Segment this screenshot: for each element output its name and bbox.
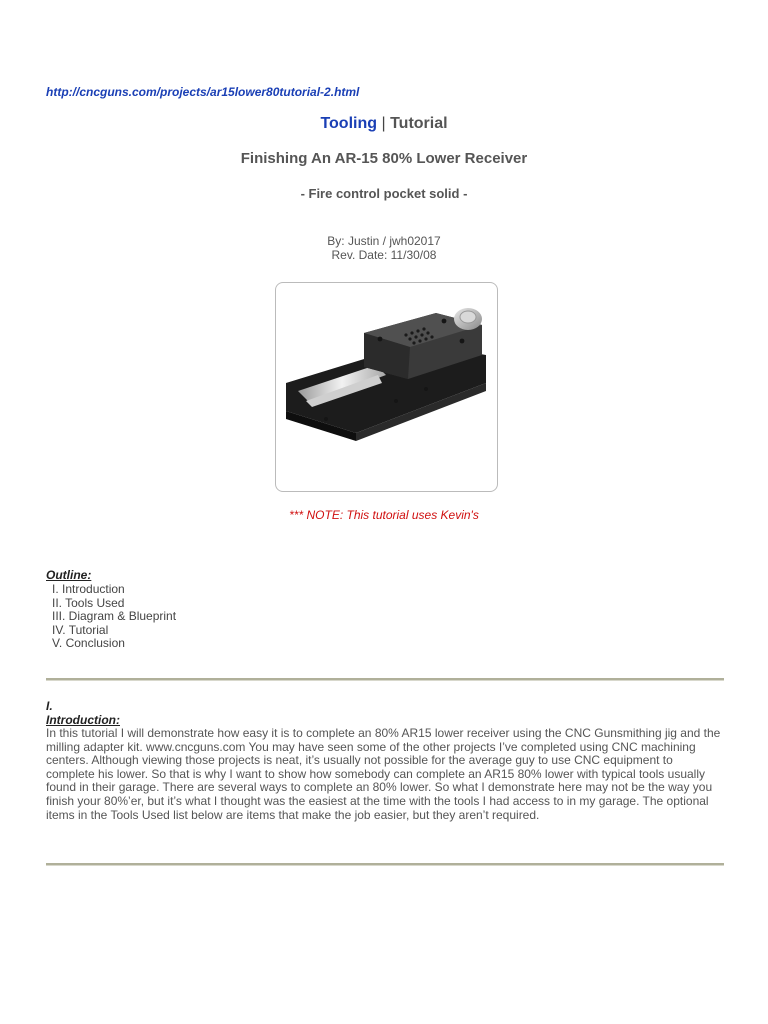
outline-item[interactable]: II. Tools Used (52, 595, 125, 610)
breadcrumb-tooling-link[interactable]: Tooling (320, 115, 378, 132)
section-number: I. (46, 699, 53, 713)
note-text: *** NOTE: This tutorial uses Kevin's (289, 508, 479, 522)
section-divider (46, 678, 724, 681)
product-photo (275, 282, 498, 492)
author: By: Justin / jwh02017 (327, 234, 441, 248)
intro-paragraph: In this tutorial I will demonstrate how easy it is to complete an 80% AR15 lower receiver using the CNC Gunsmithing jig and the milling adapter kit. www.cncguns.com You may have seen some of the other projects I’ve completed using CNC machining centers. Although viewing those projects is neat, it’s usually not possible for the average guy to use CNC equipment to complete his lower. So that is why I want to show how somebody can complete an AR15 80% lower with typical tools usually found in their garage. There are several ways to complete an 80% lower. So what I demonstrate here may not be the way you finish your 80%’er, but it’s what I thought was the easiest at the time with the tools I had access to in my garage. The optional items in the Tools Used list below are items that make the job easier, but they aren’t required. (46, 726, 721, 822)
outline-heading: Outline: (46, 568, 92, 582)
section-heading: Introduction: (46, 713, 120, 727)
byline (0, 234, 768, 262)
outline-item[interactable]: IV. Tutorial (52, 622, 109, 637)
page-url-link[interactable]: http://cncguns.com/projects/ar15lower80tutorial-2.html (46, 85, 360, 99)
breadcrumb-current: Tutorial (390, 115, 448, 132)
revision-date: Rev. Date: 11/30/08 (331, 248, 437, 262)
page-title: Finishing An AR-15 80% Lower Receiver (240, 150, 528, 167)
outline-item[interactable]: III. Diagram & Blueprint (52, 609, 177, 623)
page-subtitle: - Fire control pocket solid - (300, 186, 468, 201)
outline-item[interactable]: V. Conclusion (52, 636, 125, 650)
breadcrumb-separator: | (381, 115, 386, 132)
section-divider (46, 863, 724, 866)
jig-image (276, 283, 497, 491)
outline-list (52, 583, 176, 651)
outline-item[interactable]: I. Introduction (52, 582, 125, 596)
breadcrumb (0, 115, 768, 133)
